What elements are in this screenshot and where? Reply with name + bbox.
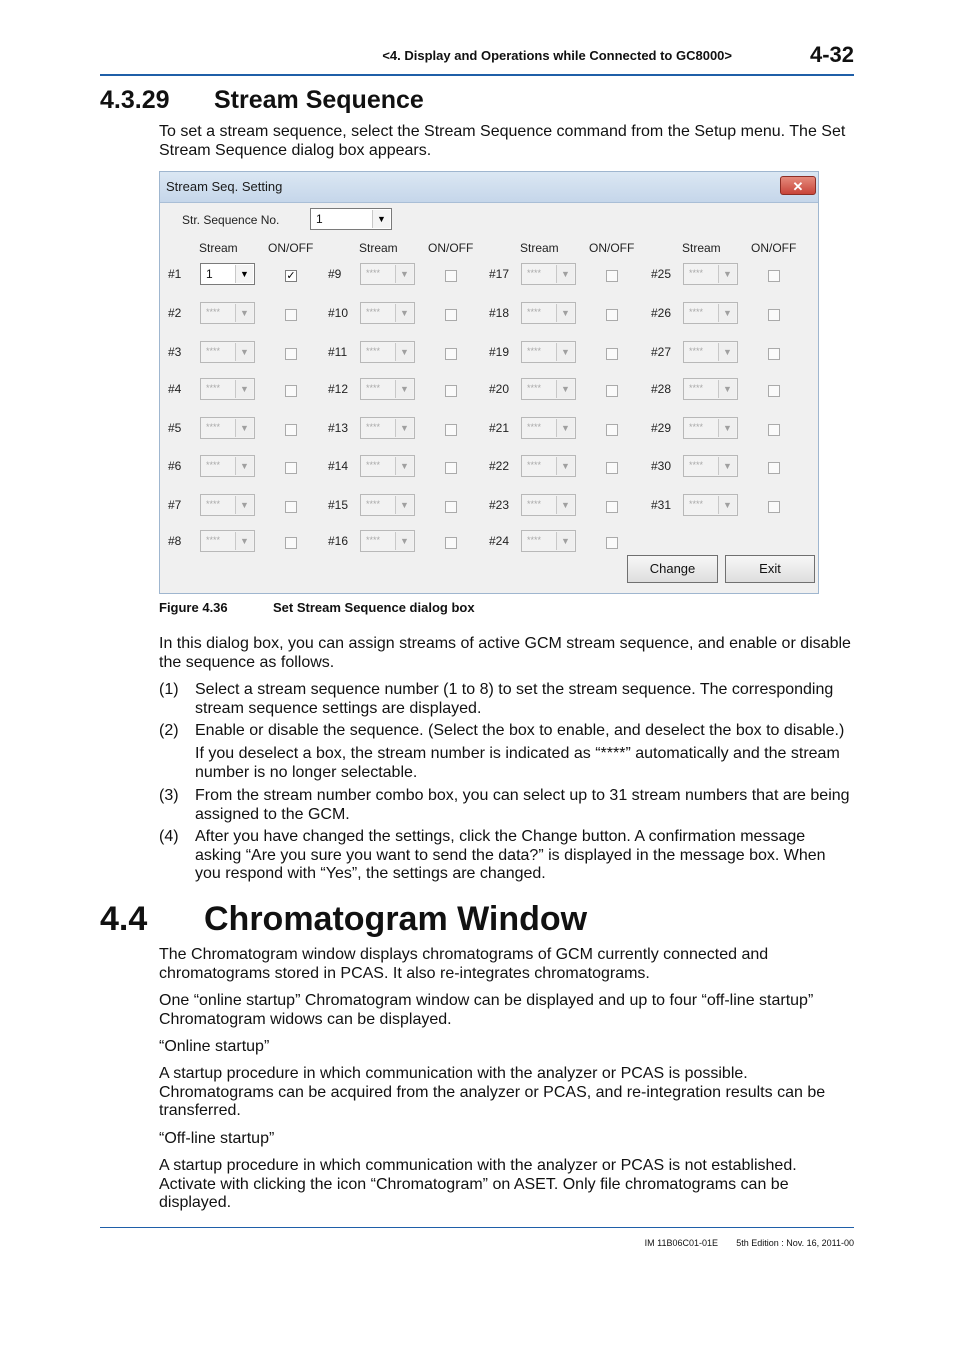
seq-number-select[interactable]: [310, 208, 392, 230]
chevron-down-icon: ▼: [235, 496, 253, 514]
onoff-checkbox[interactable]: [445, 462, 457, 474]
stream-select-value: ****: [527, 346, 542, 356]
chapter-title: Chromatogram Window: [204, 900, 588, 938]
stream-row-label: #4: [168, 382, 182, 396]
stream-row-label: #18: [489, 306, 510, 320]
chevron-down-icon: ▼: [395, 380, 413, 398]
change-button[interactable]: Change: [627, 555, 718, 583]
stream-select: [200, 455, 255, 477]
stream-select-value: ****: [206, 499, 221, 509]
stream-row-label: #11: [328, 345, 348, 359]
stream-select-value: ****: [689, 383, 704, 393]
onoff-checkbox[interactable]: [445, 309, 457, 321]
stream-select-value: ****: [689, 499, 704, 509]
stream-select-value: ****: [527, 499, 542, 509]
stream-select: [683, 494, 738, 516]
stream-select: [521, 378, 576, 400]
stream-row-label: #17: [489, 267, 510, 281]
term-definition: A startup procedure in which communication with the analyzer or PCAS is not established. Activate with clicking the icon “Chromatogram” on ASET. Only file chromatograms can be displayed.: [159, 1157, 797, 1211]
onoff-checkbox[interactable]: [285, 501, 297, 513]
list-item-text: After you have changed the settings, click the Change button. A confirmation message asking “Are you sure you want to send the data?” is displayed in the message box. When you respond with “Yes”, the settings are changed.: [195, 828, 826, 882]
onoff-checkbox[interactable]: [768, 348, 780, 360]
stream-row-label: #23: [489, 498, 510, 512]
stream-select-value: ****: [689, 268, 704, 278]
stream-row-label: #19: [489, 345, 510, 359]
stream-select-value: ****: [206, 346, 221, 356]
chevron-down-icon: ▼: [395, 457, 413, 475]
stream-select: [521, 455, 576, 477]
exit-button[interactable]: Exit: [725, 555, 815, 583]
stream-row-label: #2: [168, 306, 182, 320]
onoff-checkbox[interactable]: [768, 501, 780, 513]
stream-select: [200, 378, 255, 400]
onoff-checkbox[interactable]: [285, 348, 297, 360]
section-title: Stream Sequence: [214, 86, 424, 114]
onoff-checkbox[interactable]: [285, 385, 297, 397]
stream-select: [521, 417, 576, 439]
list-item-number: (2): [159, 722, 179, 739]
stream-select: [683, 302, 738, 324]
chevron-down-icon: ▼: [395, 496, 413, 514]
stream-select: [200, 341, 255, 363]
stream-select-value: ****: [689, 307, 704, 317]
onoff-checkbox[interactable]: [606, 537, 618, 549]
stream-select: [200, 494, 255, 516]
chevron-down-icon: ▼: [395, 532, 413, 550]
onoff-checkbox[interactable]: [606, 501, 618, 513]
stream-select-value: ****: [366, 499, 381, 509]
stream-select-value: ****: [366, 346, 381, 356]
stream-select: [521, 263, 576, 285]
chevron-down-icon: ▼: [718, 496, 736, 514]
onoff-checkbox[interactable]: [445, 424, 457, 436]
chevron-down-icon: ▼: [718, 419, 736, 437]
list-item-number: (3): [159, 787, 179, 804]
close-button[interactable]: ✕: [780, 176, 816, 195]
stream-row-label: #15: [328, 498, 349, 512]
stream-row-label: #3: [168, 345, 182, 359]
onoff-checkbox[interactable]: [285, 309, 297, 321]
header-rule: [100, 74, 854, 76]
chevron-down-icon: ▼: [395, 265, 413, 283]
stream-select: [360, 455, 415, 477]
stream-row-label: #13: [328, 421, 349, 435]
stream-select-value: ****: [689, 460, 704, 470]
chapter-number: 4.4: [100, 900, 148, 938]
onoff-checkbox[interactable]: [445, 385, 457, 397]
stream-select-value: ****: [366, 307, 381, 317]
chapter-paragraph: One “online startup” Chromatogram window can be displayed and up to four “off-line startup” Chromatogram widows can be displayed.: [159, 992, 814, 1028]
chevron-down-icon: ▼: [372, 210, 390, 228]
stream-row-label: #5: [168, 421, 182, 435]
stream-select: [521, 494, 576, 516]
stream-select-value: ****: [366, 268, 381, 278]
onoff-checkbox[interactable]: ✓: [286, 270, 296, 282]
column-header-stream: Stream: [359, 241, 398, 255]
list-item-note: If you deselect a box, the stream number is indicated as “****” automatically and the stream number is no longer selectable.: [195, 745, 840, 781]
stream-select: [683, 341, 738, 363]
stream-select: [360, 302, 415, 324]
stream-row-label: #9: [328, 267, 342, 281]
chevron-down-icon: ▼: [235, 265, 253, 283]
chevron-down-icon: ▼: [395, 419, 413, 437]
figure-number: Figure 4.36: [159, 600, 228, 615]
stream-select-value: ****: [527, 535, 542, 545]
footer-rule: [100, 1227, 854, 1228]
stream-select: [360, 530, 415, 552]
stream-select: [360, 263, 415, 285]
section-number: 4.3.29: [100, 86, 170, 114]
chevron-down-icon: ▼: [556, 343, 574, 361]
column-header-stream: Stream: [682, 241, 721, 255]
stream-select: [200, 530, 255, 552]
stream-select-value: ****: [206, 383, 221, 393]
onoff-checkbox[interactable]: [445, 501, 457, 513]
onoff-checkbox[interactable]: [285, 462, 297, 474]
stream-select: [521, 302, 576, 324]
chevron-down-icon: ▼: [235, 532, 253, 550]
term-definition: A startup procedure in which communication with the analyzer or PCAS is possible. Chromatograms can be acquired from the analyzer or PCAS, and re-integration results can be transferred.: [159, 1065, 826, 1119]
document-id: IM 11B06C01-01E: [644, 1238, 718, 1248]
figure-caption: Set Stream Sequence dialog box: [273, 600, 475, 615]
column-header-stream: Stream: [199, 241, 238, 255]
stream-select-value: ****: [366, 460, 381, 470]
column-header-onoff: ON/OFF: [751, 241, 797, 255]
list-item-number: (1): [159, 681, 179, 698]
stream-select-value: ****: [366, 383, 381, 393]
stream-seq-dialog: [159, 171, 819, 594]
column-header-stream: Stream: [520, 241, 559, 255]
stream-row-label: #8: [168, 534, 182, 548]
chapter-paragraph: The Chromatogram window displays chromatograms of GCM currently connected and chromatograms stored in PCAS. It also re-integrates chromatograms.: [159, 946, 769, 982]
stream-row-label: #7: [168, 498, 182, 512]
chevron-down-icon: ▼: [556, 496, 574, 514]
chevron-down-icon: ▼: [556, 532, 574, 550]
term-heading: “Online startup”: [159, 1038, 270, 1055]
stream-row-label: #16: [328, 534, 349, 548]
stream-select-value: ****: [689, 422, 704, 432]
chevron-down-icon: ▼: [718, 380, 736, 398]
chevron-down-icon: ▼: [235, 304, 253, 322]
stream-select: [683, 455, 738, 477]
stream-row-label: #1: [168, 267, 182, 281]
stream-select-value: 1: [206, 267, 213, 281]
stream-select-value: ****: [527, 460, 542, 470]
dialog-title: Stream Seq. Setting: [166, 179, 283, 194]
chevron-down-icon: ▼: [718, 343, 736, 361]
seq-number-label: Str. Sequence No.: [182, 213, 280, 227]
onoff-checkbox[interactable]: [606, 385, 618, 397]
stream-row-label: #28: [651, 382, 672, 396]
stream-select: [683, 417, 738, 439]
chevron-down-icon: ▼: [235, 343, 253, 361]
stream-select-value: ****: [527, 307, 542, 317]
onoff-checkbox[interactable]: [768, 462, 780, 474]
section-intro: To set a stream sequence, select the Stream Sequence command from the Setup menu. The Set Stream Sequence dialog box appears.: [159, 123, 846, 159]
column-header-onoff: ON/OFF: [268, 241, 314, 255]
stream-row-label: #12: [328, 382, 349, 396]
term-heading: “Off-line startup”: [159, 1130, 275, 1147]
chevron-down-icon: ▼: [556, 380, 574, 398]
onoff-checkbox[interactable]: [606, 424, 618, 436]
chevron-down-icon: ▼: [556, 265, 574, 283]
seq-number-value: 1: [316, 212, 323, 226]
stream-row-label: #20: [489, 382, 510, 396]
chevron-down-icon: ▼: [235, 419, 253, 437]
list-item-text: From the stream number combo box, you can select up to 31 stream numbers that are being assigned to the GCM.: [195, 787, 850, 823]
stream-row-label: #29: [651, 421, 672, 435]
stream-row-label: #21: [489, 421, 510, 435]
stream-row-label: #25: [651, 267, 672, 281]
onoff-checkbox[interactable]: [445, 348, 457, 360]
stream-select-value: ****: [206, 460, 221, 470]
stream-row-label: #26: [651, 306, 672, 320]
column-header-onoff: ON/OFF: [428, 241, 474, 255]
stream-select: [683, 378, 738, 400]
stream-select-value: ****: [206, 535, 221, 545]
chevron-down-icon: ▼: [235, 457, 253, 475]
dialog-titlebar: [160, 172, 818, 203]
chevron-down-icon: ▼: [395, 304, 413, 322]
onoff-checkbox[interactable]: [606, 309, 618, 321]
onoff-checkbox[interactable]: [606, 270, 618, 282]
onoff-checkbox[interactable]: [285, 424, 297, 436]
list-item-number: (4): [159, 828, 179, 845]
stream-select: [360, 417, 415, 439]
onoff-checkbox[interactable]: [768, 385, 780, 397]
stream-select-value: ****: [366, 422, 381, 432]
stream-row-label: #27: [651, 345, 672, 359]
onoff-checkbox[interactable]: [285, 537, 297, 549]
stream-select-value: ****: [206, 307, 221, 317]
stream-select-value: ****: [366, 535, 381, 545]
stream-select: [200, 302, 255, 324]
chevron-down-icon: ▼: [556, 457, 574, 475]
stream-select: [360, 494, 415, 516]
edition-info: 5th Edition : Nov. 16, 2011-00: [736, 1238, 854, 1248]
stream-select: [683, 263, 738, 285]
list-item-text: Select a stream sequence number (1 to 8) to set the stream sequence. The corresponding stream sequence settings are displayed.: [195, 681, 834, 717]
onoff-checkbox[interactable]: [768, 424, 780, 436]
stream-row-label: #31: [651, 498, 672, 512]
stream-row-label: #24: [489, 534, 510, 548]
chevron-down-icon: ▼: [718, 304, 736, 322]
stream-select-value: ****: [527, 422, 542, 432]
stream-select: [360, 341, 415, 363]
chevron-down-icon: ▼: [556, 304, 574, 322]
stream-row-label: #10: [328, 306, 349, 320]
onoff-checkbox[interactable]: [768, 270, 780, 282]
stream-select: [360, 378, 415, 400]
chevron-down-icon: ▼: [556, 419, 574, 437]
onoff-checkbox[interactable]: [768, 309, 780, 321]
onoff-checkbox[interactable]: [445, 270, 457, 282]
column-header-onoff: ON/OFF: [589, 241, 635, 255]
stream-select-value: ****: [206, 422, 221, 432]
page-number: 4-32: [809, 42, 854, 67]
chevron-down-icon: ▼: [718, 265, 736, 283]
body-paragraph: In this dialog box, you can assign streams of active GCM stream sequence, and enable or disable the sequence as follows.: [159, 635, 851, 671]
stream-select: [521, 341, 576, 363]
stream-row-label: #14: [328, 459, 349, 473]
stream-select-value: ****: [689, 346, 704, 356]
onoff-checkbox[interactable]: [606, 348, 618, 360]
stream-select: [521, 530, 576, 552]
stream-select-value: ****: [527, 268, 542, 278]
chevron-down-icon: ▼: [395, 343, 413, 361]
stream-row-label: #30: [651, 459, 672, 473]
chevron-down-icon: ▼: [718, 457, 736, 475]
stream-select: [200, 417, 255, 439]
stream-row-label: #22: [489, 459, 510, 473]
onoff-checkbox[interactable]: [445, 537, 457, 549]
stream-row-label: #6: [168, 459, 182, 473]
stream-select[interactable]: [200, 263, 255, 285]
list-item-text: Enable or disable the sequence. (Select the box to enable, and deselect the box to disable.): [195, 722, 845, 739]
onoff-checkbox[interactable]: [606, 462, 618, 474]
stream-select-value: ****: [527, 383, 542, 393]
chevron-down-icon: ▼: [235, 380, 253, 398]
running-header: <4. Display and Operations while Connected to GC8000>: [382, 48, 732, 63]
